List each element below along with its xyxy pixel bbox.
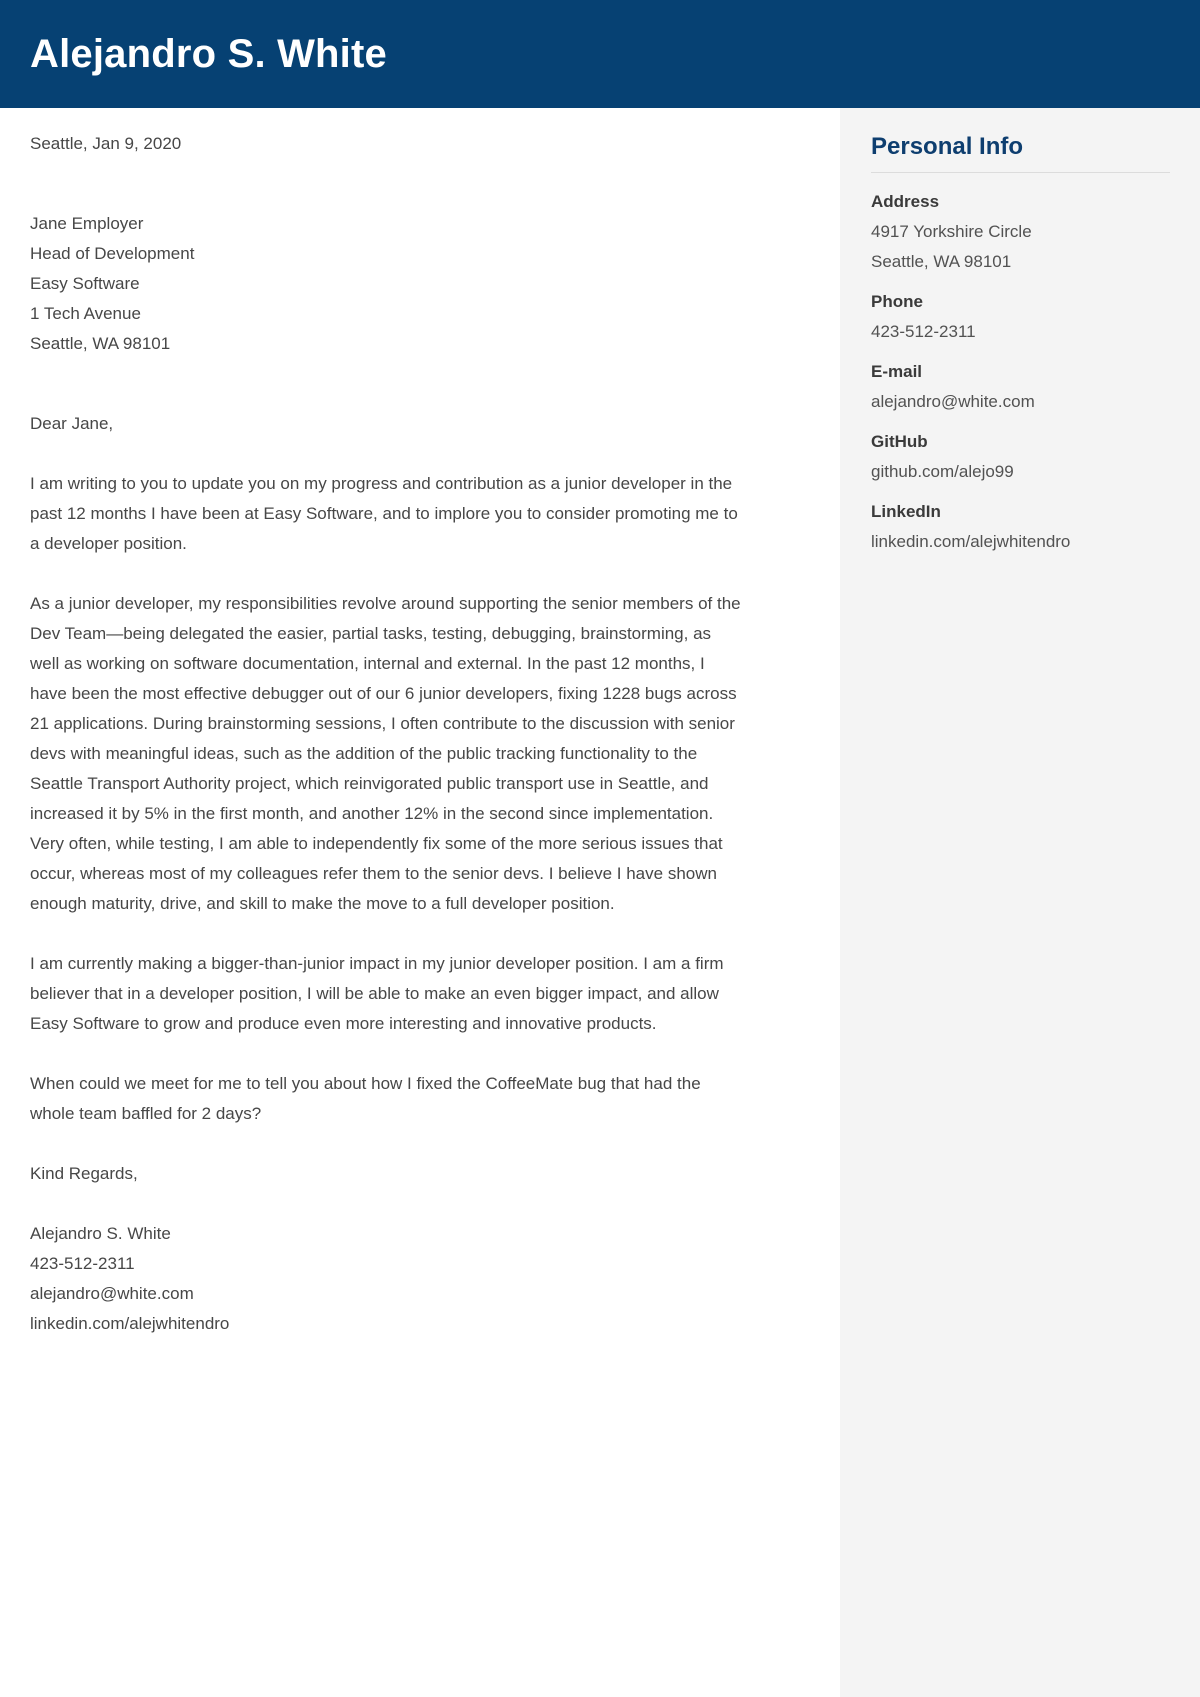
recipient-city: Seattle, WA 98101 [30, 334, 171, 353]
linkedin-value: linkedin.com/alejwhitendro [871, 532, 1071, 551]
letter-date: Seattle, Jan 9, 2020 [30, 134, 182, 153]
address-line-1: 4917 Yorkshire Circle [871, 222, 1032, 241]
letter-body [0, 108, 840, 1339]
paragraph-intro: I am writing to you to update you on my progress and contribution as a junior developer in the past 12 months I have been at Easy Software, and to implore you to consider promoting me to a developer position. [30, 474, 738, 553]
closing: Kind Regards, [30, 1164, 138, 1183]
email-value: alejandro@white.com [871, 392, 1035, 411]
paragraph-achievements: As a junior developer, my responsibilities revolve around supporting the senior members of the Dev Team—being delegated the easier, partial tasks, testing, debugging, brainstorming, as well as working on software documentation, internal and external. In the past 12 months, I have been the most effective debugger out of our 6 junior developers, fixing 1228 bugs across 21 applications. During brainstorming sessions, I often contribute to the discussion with senior devs with meaningful ideas, such as the addition of the public tracking functionality to the Seattle Transport Authority project, which reinvigorated public transport use in Seattle, and increased it by 5% in the first month, and another 12% in the second since implementation. Very often, while testing, I am able to independently fix some of the more serious issues that occur, whereas most of my colleagues refer them to the senior devs. I believe I have shown enough maturity, drive, and skill to make the move to a full developer position. [30, 594, 741, 913]
signature-name: Alejandro S. White [30, 1224, 171, 1243]
recipient-title: Head of Development [30, 244, 195, 263]
github-value: github.com/alejo99 [871, 462, 1014, 481]
signature-block [30, 1219, 745, 1339]
phone-value: 423-512-2311 [871, 322, 976, 341]
email-label: E-mail [871, 362, 923, 381]
phone-label: Phone [871, 292, 923, 311]
sidebar-group-phone [871, 287, 1170, 347]
sidebar-title: Personal Info [871, 133, 1024, 160]
github-label: GitHub [871, 432, 928, 451]
signature-phone: 423-512-2311 [30, 1254, 135, 1273]
recipient-block [30, 209, 745, 359]
recipient-company: Easy Software [30, 274, 140, 293]
paragraph-call-to-action: When could we meet for me to tell you about how I fixed the CoffeeMate bug that had the whole team baffled for 2 days? [30, 1074, 701, 1123]
address-label: Address [871, 192, 940, 211]
salutation: Dear Jane, [30, 414, 114, 433]
address-line-2: Seattle, WA 98101 [871, 252, 1012, 271]
applicant-name: Alejandro S. White [30, 31, 387, 76]
sidebar-group-address [871, 187, 1170, 277]
header-banner [0, 0, 1200, 108]
recipient-name: Jane Employer [30, 214, 144, 233]
sidebar-group-linkedin [871, 497, 1170, 557]
signature-linkedin: linkedin.com/alejwhitendro [30, 1314, 230, 1333]
signature-email: alejandro@white.com [30, 1284, 194, 1303]
sidebar-divider [871, 172, 1170, 173]
personal-info-sidebar [840, 108, 1200, 1697]
sidebar-group-github [871, 427, 1170, 487]
sidebar-group-email [871, 357, 1170, 417]
linkedin-label: LinkedIn [871, 502, 941, 521]
recipient-street: 1 Tech Avenue [30, 304, 141, 323]
paragraph-impact: I am currently making a bigger-than-junior impact in my junior developer position. I am a firm believer that in a developer position, I will be able to make an even bigger impact, and allow Easy Software to grow and produce even more interesting and innovative products. [30, 954, 724, 1033]
